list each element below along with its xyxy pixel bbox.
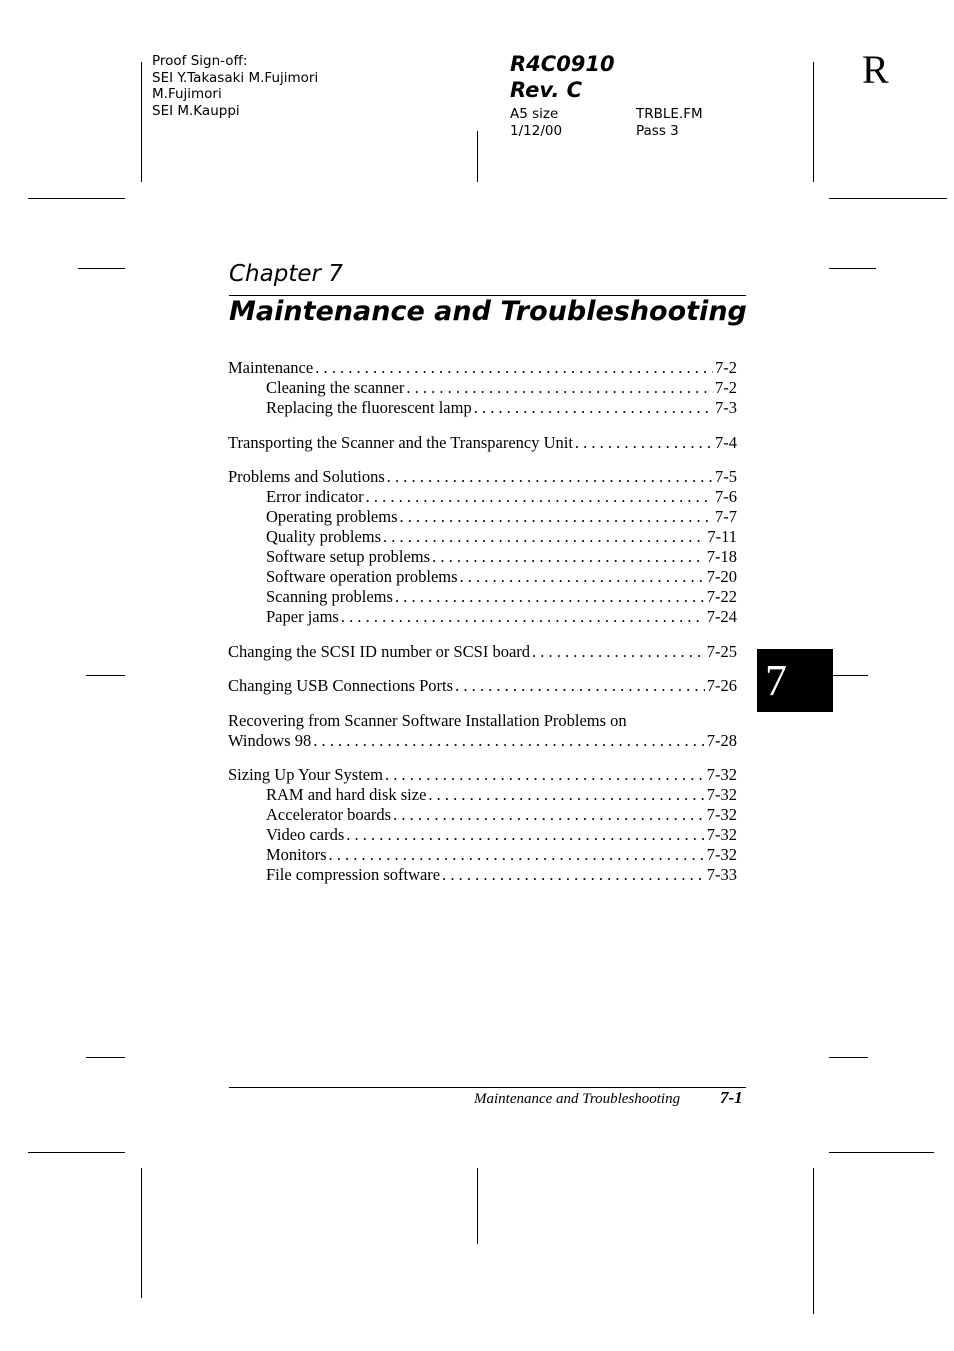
toc-entry-scanning[interactable] [228,587,737,607]
source-filename: TRBLE.FM [636,106,703,122]
toc-entry-title: Transporting the Scanner and the Transparency Unit [228,432,573,452]
running-footer-title: Maintenance and Troubleshooting [474,1091,681,1107]
toc-entry-transporting[interactable] [228,433,737,453]
toc-page-number: 7-26 [706,676,737,695]
signoff-line: SEI M.Kauppi [152,102,240,119]
crop-mark [28,198,125,199]
toc-entry-title: Software setup problems [266,547,431,566]
toc-dot-leader [460,567,705,587]
crop-mark [477,131,478,182]
crop-mark [86,675,125,676]
toc-entry-software-operation[interactable] [228,567,737,587]
toc-entry-title: Scanning problems [266,587,393,606]
toc-entry-software-setup[interactable] [228,547,737,567]
toc-dot-leader [395,587,705,607]
toc-dot-leader [313,731,705,751]
toc-dot-leader [383,527,705,547]
chapter-label: Chapter 7 [229,261,343,287]
crop-mark [829,268,876,269]
crop-mark [28,1152,125,1153]
crop-mark [141,62,142,182]
footer-rule [229,1087,746,1088]
signoff-line: Proof Sign-off: [152,53,248,69]
toc-entry-paper-jams[interactable] [228,607,737,627]
toc-entry-title: Operating problems [266,507,398,526]
table-of-contents [228,358,737,885]
toc-entry-title: File compression software [266,865,441,884]
toc-entry-title: Windows 98 [228,730,312,750]
toc-entry-operating[interactable] [228,507,737,527]
toc-entry-cleaning[interactable] [228,378,737,398]
toc-dot-leader [532,642,705,662]
toc-page-number: 7-32 [706,825,737,844]
toc-entry-title: Monitors [266,845,327,864]
toc-dot-leader [366,487,713,507]
toc-page-number: 7-20 [706,567,737,586]
toc-page-number: 7-28 [706,730,737,750]
toc-page-number: 7-32 [706,805,737,824]
page-number: 7-1 [720,1088,743,1107]
toc-entry-title: Paper jams [266,607,339,626]
toc-dot-leader [315,358,713,378]
toc-dot-leader [406,378,713,398]
toc-entry-title: Changing the SCSI ID number or SCSI board [228,641,531,661]
crop-mark [813,62,814,182]
proof-pass: Pass 3 [636,123,679,139]
toc-page-number: 7-2 [715,358,737,377]
toc-entry-scsi[interactable] [228,642,737,662]
toc-entry-title: Quality problems [266,527,382,546]
toc-page-number: 7-24 [706,607,737,626]
toc-dot-leader [442,865,705,885]
toc-entry-maintenance[interactable] [228,358,737,378]
toc-entry-recovering[interactable] [228,731,737,751]
crop-mark [833,675,868,676]
toc-page-number: 7-2 [715,378,737,397]
toc-page-number: 7-33 [706,865,737,884]
toc-entry-error-indicator[interactable] [228,487,737,507]
toc-dot-leader [341,607,705,627]
crop-mark [829,1152,934,1153]
toc-entry-usb[interactable] [228,676,737,696]
revision: Rev. C [510,78,583,102]
toc-page-number: 7-32 [706,765,737,784]
toc-entry-title: Problems and Solutions [228,467,385,486]
toc-page-number: 7-5 [715,467,737,486]
crop-mark [829,198,947,199]
toc-entry-file-compression[interactable] [228,865,737,885]
document-id [510,51,615,103]
toc-dot-leader [393,805,705,825]
toc-entry-sizing[interactable] [228,765,737,785]
toc-entry-title: Software operation problems [266,567,458,586]
toc-entry-title: Replacing the fluorescent lamp [266,398,472,417]
toc-entry-title: Accelerator boards [266,805,392,824]
toc-entry-recovering-line1[interactable]: Recovering from Scanner Software Installation Problems on [228,710,627,730]
toc-dot-leader [385,765,705,785]
toc-page-number: 7-22 [706,587,737,606]
toc-entry-title: Sizing Up Your System [228,765,383,784]
toc-dot-leader [455,676,705,696]
toc-entry-title: RAM and hard disk size [266,785,427,804]
toc-entry-title: Video cards [266,825,345,844]
toc-page-number: 7-18 [706,547,737,566]
signoff-line: SEI Y.Takasaki M.Fujimori [152,69,319,86]
toc-entry-accelerator[interactable] [228,805,737,825]
crop-mark [86,1057,125,1058]
toc-page-number: 7-3 [715,398,737,417]
crop-mark [813,1168,814,1314]
doc-code: R4C0910 [510,52,615,76]
toc-page-number: 7-4 [715,432,737,452]
toc-dot-leader [387,467,713,487]
toc-page-number: 7-32 [706,845,737,864]
toc-entry-video-cards[interactable] [228,825,737,845]
crop-mark [141,1168,142,1298]
toc-entry-replacing-lamp[interactable] [228,398,737,418]
crop-mark [78,268,125,269]
toc-dot-leader [575,433,713,453]
toc-page-number: 7-25 [706,641,737,661]
toc-dot-leader [474,398,713,418]
proof-date: 1/12/00 [510,123,563,139]
toc-entry-ram[interactable] [228,785,737,805]
toc-entry-title: Changing USB Connections Ports [228,676,454,695]
toc-dot-leader [432,547,705,567]
corner-letter: R [862,47,889,92]
toc-dot-leader [346,825,704,845]
toc-page-number: 7-6 [715,487,737,506]
toc-dot-leader [329,845,705,865]
toc-entry-title: Cleaning the scanner [266,378,405,397]
toc-entry-problems[interactable] [228,467,737,487]
proof-signoff [152,53,318,119]
toc-entry-quality[interactable] [228,527,737,547]
chapter-title: Maintenance and Troubleshooting [229,296,747,327]
toc-dot-leader [428,785,704,805]
signoff-line: M.Fujimori [152,86,222,103]
toc-page-number: 7-11 [707,527,737,546]
crop-mark [477,1168,478,1244]
toc-entry-title: Maintenance [228,358,314,377]
toc-page-number: 7-7 [715,507,737,526]
toc-entry-monitors[interactable] [228,845,737,865]
toc-page-number: 7-32 [706,785,737,804]
toc-dot-leader [400,507,713,527]
page-size: A5 size [510,106,559,122]
toc-entry-title: Error indicator [266,487,364,506]
chapter-tab-number: 7 [765,656,787,705]
crop-mark [829,1057,868,1058]
